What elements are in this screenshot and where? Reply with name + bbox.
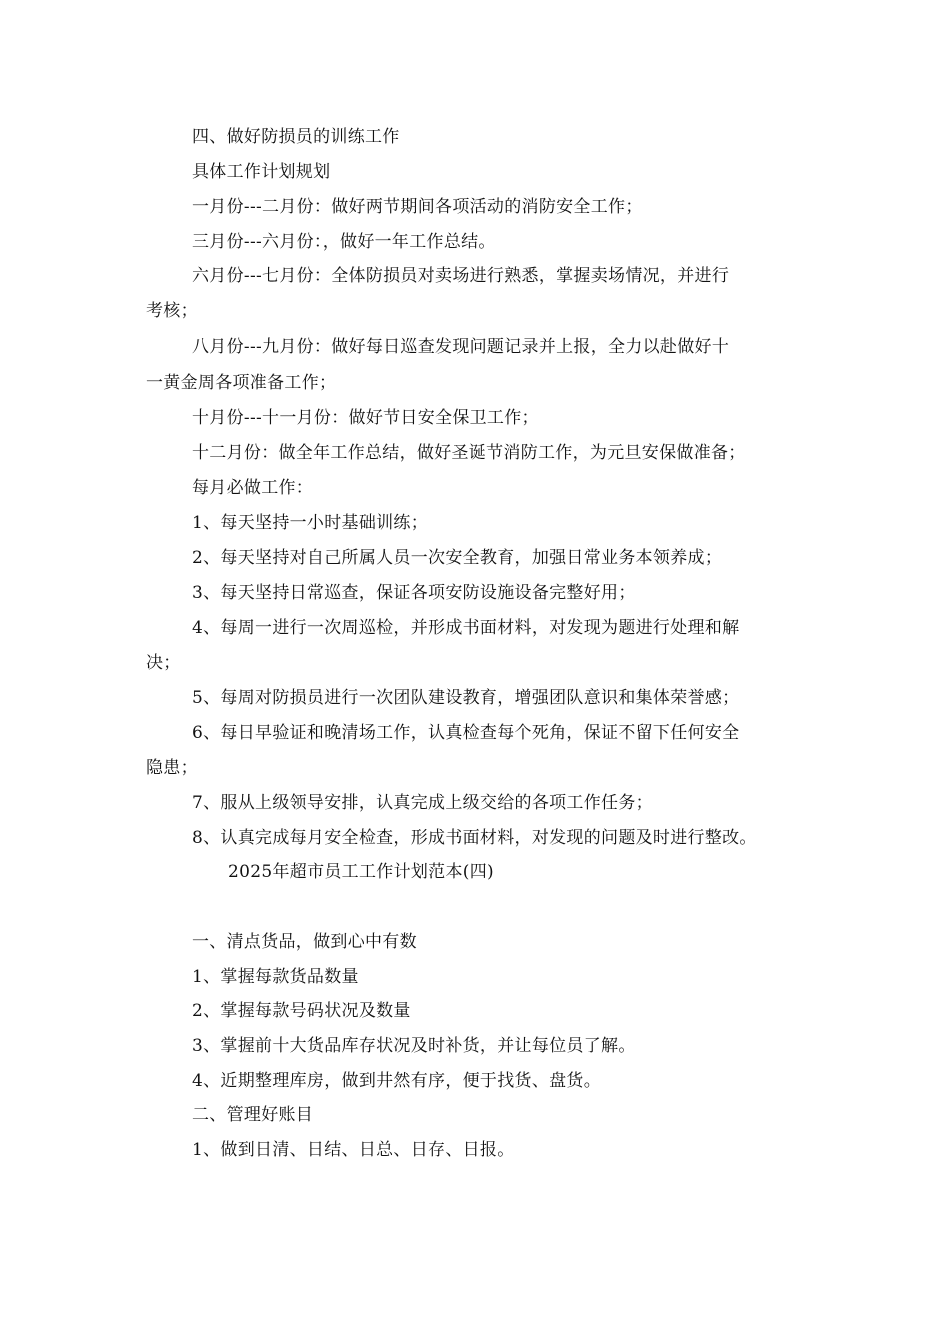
section-one-heading: 一、清点货品，做到心中有数 bbox=[192, 932, 417, 952]
monthly-required-item: 4、每周一进行一次周巡检，并形成书面材料，对发现为题进行处理和解 bbox=[192, 618, 740, 638]
section-two-heading: 二、管理好账目 bbox=[192, 1105, 314, 1125]
section-two-item: 1、做到日清、日结、日总、日存、日报。 bbox=[192, 1140, 515, 1160]
monthly-required-item: 2、每天坚持对自己所属人员一次安全教育，加强日常业务本领养成； bbox=[192, 548, 723, 568]
plan-line: 六月份---七月份：全体防损员对卖场进行熟悉，掌握卖场情况，并进行 bbox=[192, 266, 730, 286]
section-one-item: 2、掌握每款号码状况及数量 bbox=[192, 1001, 411, 1021]
section-one-item: 1、掌握每款货品数量 bbox=[192, 967, 359, 987]
plan-line: 十二月份：做全年工作总结，做好圣诞节消防工作，为元旦安保做准备； bbox=[192, 443, 746, 463]
monthly-required-item: 8、认真完成每月安全检查，形成书面材料，对发现的问题及时进行整改。 bbox=[192, 828, 757, 848]
monthly-required-item: 1、每天坚持一小时基础训练； bbox=[192, 513, 429, 533]
plan-line: 一月份---二月份：做好两节期间各项活动的消防安全工作； bbox=[192, 197, 643, 217]
monthly-required-heading: 每月必做工作： bbox=[192, 478, 314, 498]
plan-line: 三月份---六月份：，做好一年工作总结。 bbox=[192, 232, 496, 252]
plan-line-continuation: 一黄金周各项准备工作； bbox=[146, 373, 337, 393]
monthly-required-item: 7、服从上级领导安排，认真完成上级交给的各项工作任务； bbox=[192, 793, 653, 813]
monthly-required-continuation: 隐患； bbox=[146, 758, 198, 778]
monthly-required-continuation: 决； bbox=[146, 653, 181, 673]
document-title: 2025年超市员工工作计划范本(四) bbox=[228, 862, 494, 882]
section-one-item: 4、近期整理库房，做到井然有序，便于找货、盘货。 bbox=[192, 1071, 602, 1091]
plan-line: 八月份---九月份：做好每日巡查发现问题记录并上报，全力以赴做好十 bbox=[192, 337, 730, 357]
section-four-heading: 四、做好防损员的训练工作 bbox=[192, 127, 400, 147]
plan-line-continuation: 考核； bbox=[146, 301, 198, 321]
plan-heading: 具体工作计划规划 bbox=[192, 162, 331, 182]
monthly-required-item: 5、每周对防损员进行一次团队建设教育，增强团队意识和集体荣誉感； bbox=[192, 688, 740, 708]
monthly-required-item: 3、每天坚持日常巡查，保证各项安防设施设备完整好用； bbox=[192, 583, 636, 603]
plan-line: 十月份---十一月份：做好节日安全保卫工作； bbox=[192, 408, 539, 428]
monthly-required-item: 6、每日早验证和晚清场工作，认真检查每个死角，保证不留下任何安全 bbox=[192, 723, 740, 743]
section-one-item: 3、掌握前十大货品库存状况及时补货，并让每位员了解。 bbox=[192, 1036, 636, 1056]
